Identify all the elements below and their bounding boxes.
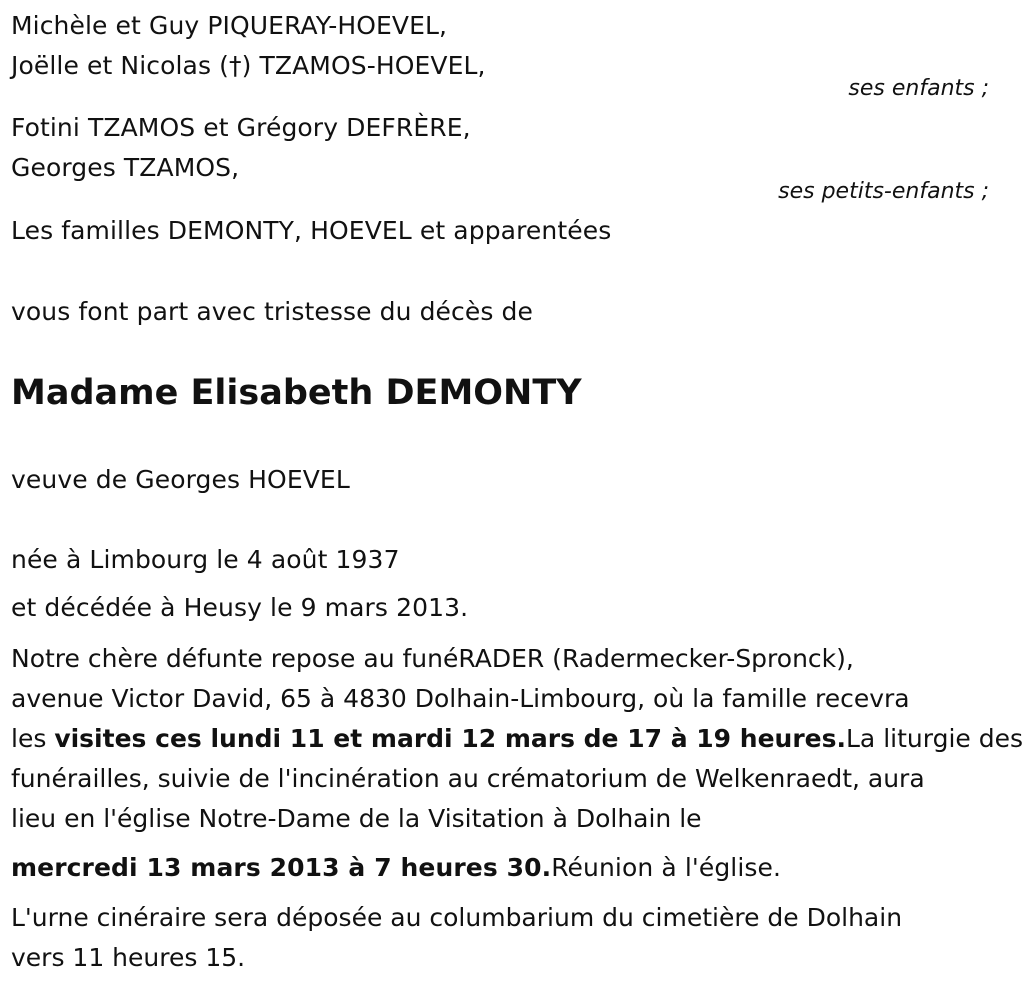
urn-line-1: L'urne cinéraire sera déposée au columbarium du cimetière de Dolhain bbox=[11, 903, 903, 932]
visitation-paragraph bbox=[11, 639, 1023, 839]
visitation-line-5: lieu en l'église Notre-Dame de la Visitation à Dolhain le bbox=[11, 804, 702, 833]
children-label: ses enfants ; bbox=[848, 76, 989, 101]
grandchildren-line-1: Fotini TZAMOS et Grégory DEFRÈRE, bbox=[11, 113, 471, 142]
visitation-line-4: funérailles, suivie de l'incinération au crématorium de Welkenraedt, aura bbox=[11, 764, 925, 793]
grandchildren-line-2: Georges TZAMOS, bbox=[11, 153, 240, 182]
ceremony-line bbox=[11, 848, 781, 888]
visitation-line-2: avenue Victor David, 65 à 4830 Dolhain-Limbourg, où la famille recevra bbox=[11, 684, 910, 713]
visitation-hours: visites ces lundi 11 et mardi 12 mars de 17 à 19 heures. bbox=[54, 724, 846, 753]
families-line: Les familles DEMONTY, HOEVEL et apparentées bbox=[11, 216, 612, 245]
death-line: et décédée à Heusy le 9 mars 2013. bbox=[11, 593, 469, 622]
children-line-2: Joëlle et Nicolas (†) TZAMOS-HOEVEL, bbox=[11, 51, 486, 80]
deceased-name: Madame Elisabeth DEMONTY bbox=[11, 373, 582, 413]
children-line-1: Michèle et Guy PIQUERAY-HOEVEL, bbox=[11, 11, 448, 40]
grandchildren-label: ses petits-enfants ; bbox=[778, 179, 989, 204]
birth-line: née à Limbourg le 4 août 1937 bbox=[11, 545, 400, 574]
urn-paragraph bbox=[11, 898, 991, 978]
announcement-line: vous font part avec tristesse du décès de bbox=[11, 297, 533, 326]
visitation-line-1: Notre chère défunte repose au funéRADER (Radermecker-Spronck), bbox=[11, 644, 854, 673]
widow-of-line: veuve de Georges HOEVEL bbox=[11, 465, 350, 494]
visitation-line-3-pre: les bbox=[11, 724, 55, 753]
visitation-line-3 bbox=[11, 719, 1023, 759]
urn-line-2: vers 11 heures 15. bbox=[11, 943, 246, 972]
ceremony-datetime: mercredi 13 mars 2013 à 7 heures 30. bbox=[11, 853, 552, 882]
ceremony-meeting: Réunion à l'église. bbox=[551, 853, 782, 882]
visitation-line-3-post: La liturgie des bbox=[846, 724, 1023, 753]
